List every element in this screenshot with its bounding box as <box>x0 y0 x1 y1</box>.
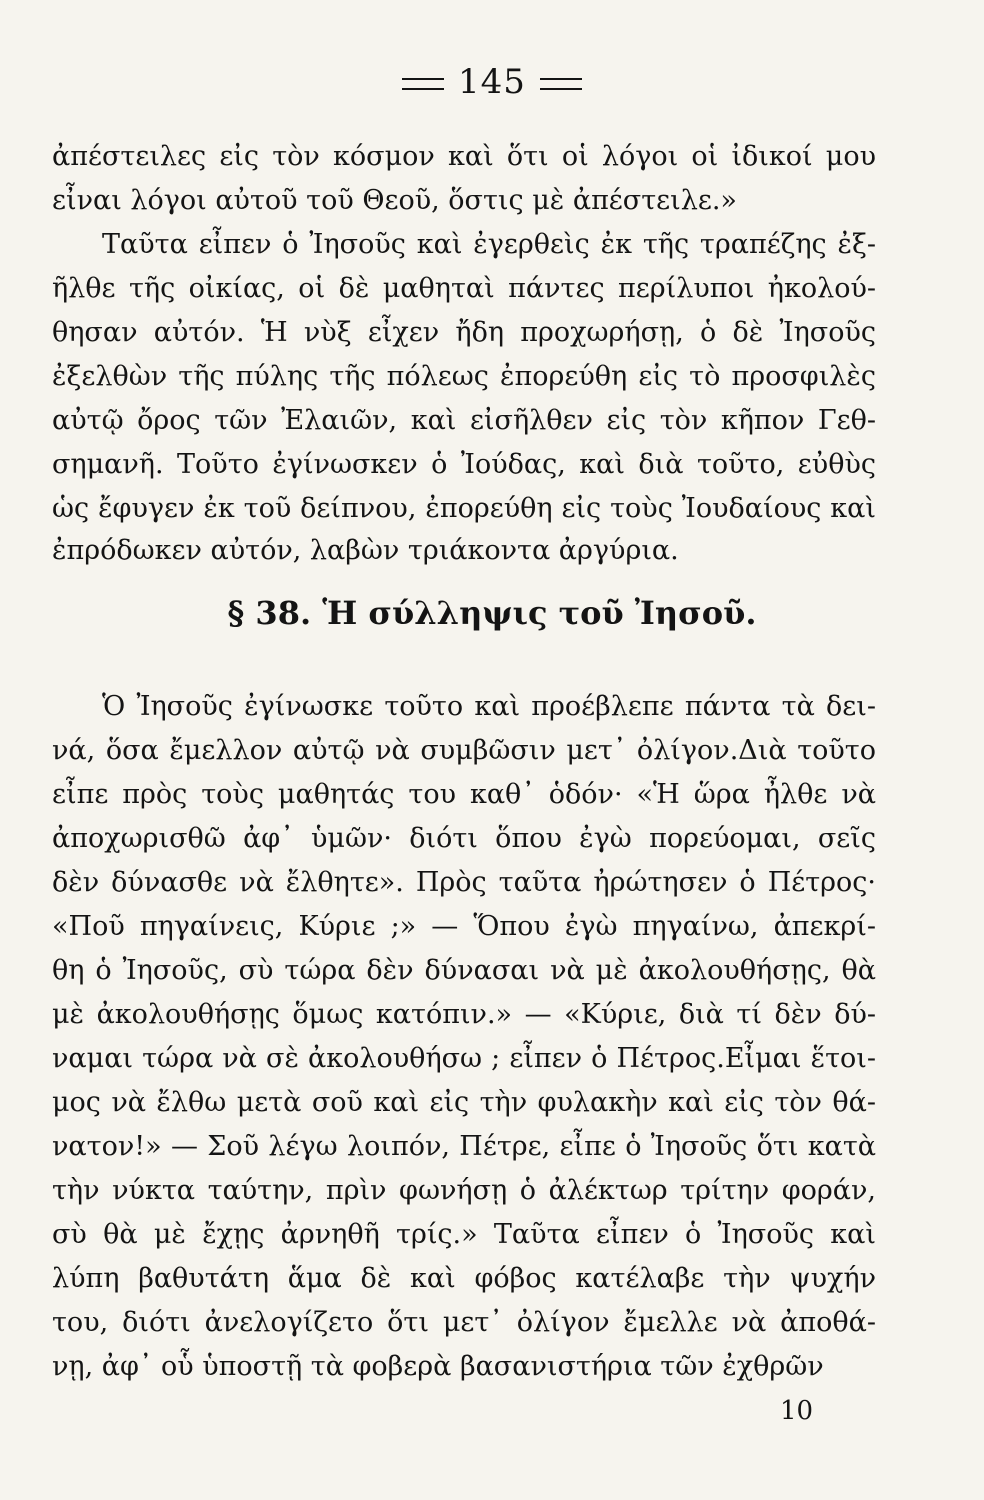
text-line: Ὁ Ἰησοῦς ἐγίνωσκε τοῦτο καὶ προέβλεπε πάντα τὰ δει- <box>102 691 876 722</box>
text-line: νατον!» — Σοῦ λέγω λοιπόν, Πέτρε, εἶπε ὁ Ἰησοῦς ὅτι κατὰ <box>52 1131 876 1162</box>
text-line: αὐτῷ ὄρος τῶν Ἐλαιῶν, καὶ εἰσῆλθεν εἰς τὸν κῆπον Γεθ- <box>52 405 876 436</box>
text-line: σὺ θὰ μὲ ἔχῃς ἀρνηθῆ τρίς.» Ταῦτα εἶπεν ὁ Ἰησοῦς καὶ <box>52 1219 876 1250</box>
left-double-dash <box>402 78 444 90</box>
signature-mark: 10 <box>780 1396 814 1426</box>
text-line: δὲν δύνασθε νὰ ἔλθητε». Πρὸς ταῦτα ἠρώτησεν ὁ Πέτρος· <box>52 867 876 898</box>
text-line: ῆλθε τῆς οἰκίας, οἱ δὲ μαθηταὶ πάντες περίλυποι ἠκολού- <box>52 273 876 304</box>
text-line: τὴν νύκτα ταύτην, πρὶν φωνήσῃ ὁ ἀλέκτωρ τρίτην φοράν, <box>52 1175 876 1206</box>
text-line: του, διότι ἀνελογίζετο ὅτι μετ᾽ ὀλίγον ἔμελλε νὰ ἀποθά- <box>52 1307 876 1338</box>
text-line: εἶπε πρὸς τοὺς μαθητάς του καθ᾽ ὁδόν· «Ἡ ὥρα ἦλθε νὰ <box>52 779 876 810</box>
right-double-dash <box>540 78 582 90</box>
text-line: ἀποχωρισθῶ ἀφ᾽ ὑμῶν· διότι ὅπου ἐγὼ πορεύομαι, σεῖς <box>52 823 876 854</box>
text-line: ἐπρόδωκεν αὐτόν, λαβὼν τριάκοντα ἀργύρια. <box>52 535 679 566</box>
text-line: ἐξελθὼν τῆς πύλης τῆς πόλεως ἐπορεύθη εἰς τὸ προσφιλὲς <box>52 361 876 392</box>
text-line: θησαν αὐτόν. Ἡ νὺξ εἶχεν ἤδη προχωρήσῃ, ὁ δὲ Ἰησοῦς <box>52 317 876 348</box>
text-line: νά, ὅσα ἔμελλον αὐτῷ νὰ συμβῶσιν μετ᾽ ὀλίγον.Διὰ τοῦτο <box>52 735 876 766</box>
page-header <box>0 62 984 102</box>
text-line: ναμαι τώρα νὰ σὲ ἀκολουθήσω ; εἶπεν ὁ Πέτρος.Εἶμαι ἕτοι- <box>52 1043 876 1074</box>
section-title: § 38. Ἡ σύλληψις τοῦ Ἰησοῦ. <box>227 594 757 632</box>
text-line: ἀπέστειλες εἰς τὸν κόσμον καὶ ὅτι οἱ λόγοι οἱ ἰδικοί μου <box>52 141 876 172</box>
text-line: λύπη βαθυτάτη ἅμα δὲ καὶ φόβος κατέλαβε τὴν ψυχήν <box>52 1263 876 1294</box>
text-line: μὲ ἀκολουθήσῃς ὅμως κατόπιν.» — «Κύριε, διὰ τί δὲν δύ- <box>52 999 876 1030</box>
page-number: 145 <box>458 62 526 102</box>
text-line: μος νὰ ἔλθω μετὰ σοῦ καὶ εἰς τὴν φυλακὴν καὶ εἰς τὸν θά- <box>52 1087 876 1118</box>
text-line: σημανῆ. Τοῦτο ἐγίνωσκεν ὁ Ἰούδας, καὶ διὰ τοῦτο, εὐθὺς <box>52 449 876 480</box>
text-line: «Ποῦ πηγαίνεις, Κύριε ;» — Ὅπου ἐγὼ πηγαίνω, ἀπεκρί- <box>52 911 876 942</box>
text-line: ὡς ἔφυγεν ἐκ τοῦ δείπνου, ἐπορεύθη εἰς τοὺς Ἰουδαίους καὶ <box>52 493 876 524</box>
text-line: θη ὁ Ἰησοῦς, σὺ τώρα δὲν δύνασαι νὰ μὲ ἀκολουθήσῃς, θὰ <box>52 955 876 986</box>
text-line: εἶναι λόγοι αὐτοῦ τοῦ Θεοῦ, ὅστις μὲ ἀπέστειλε.» <box>52 185 737 216</box>
text-line: νῃ, ἀφ᾽ οὗ ὑποστῇ τὰ φοβερὰ βασανιστήρια τῶν ἐχθρῶν <box>52 1351 824 1382</box>
text-line: Ταῦτα εἶπεν ὁ Ἰησοῦς καὶ ἐγερθεὶς ἐκ τῆς τραπέζης ἐξ- <box>102 229 876 260</box>
